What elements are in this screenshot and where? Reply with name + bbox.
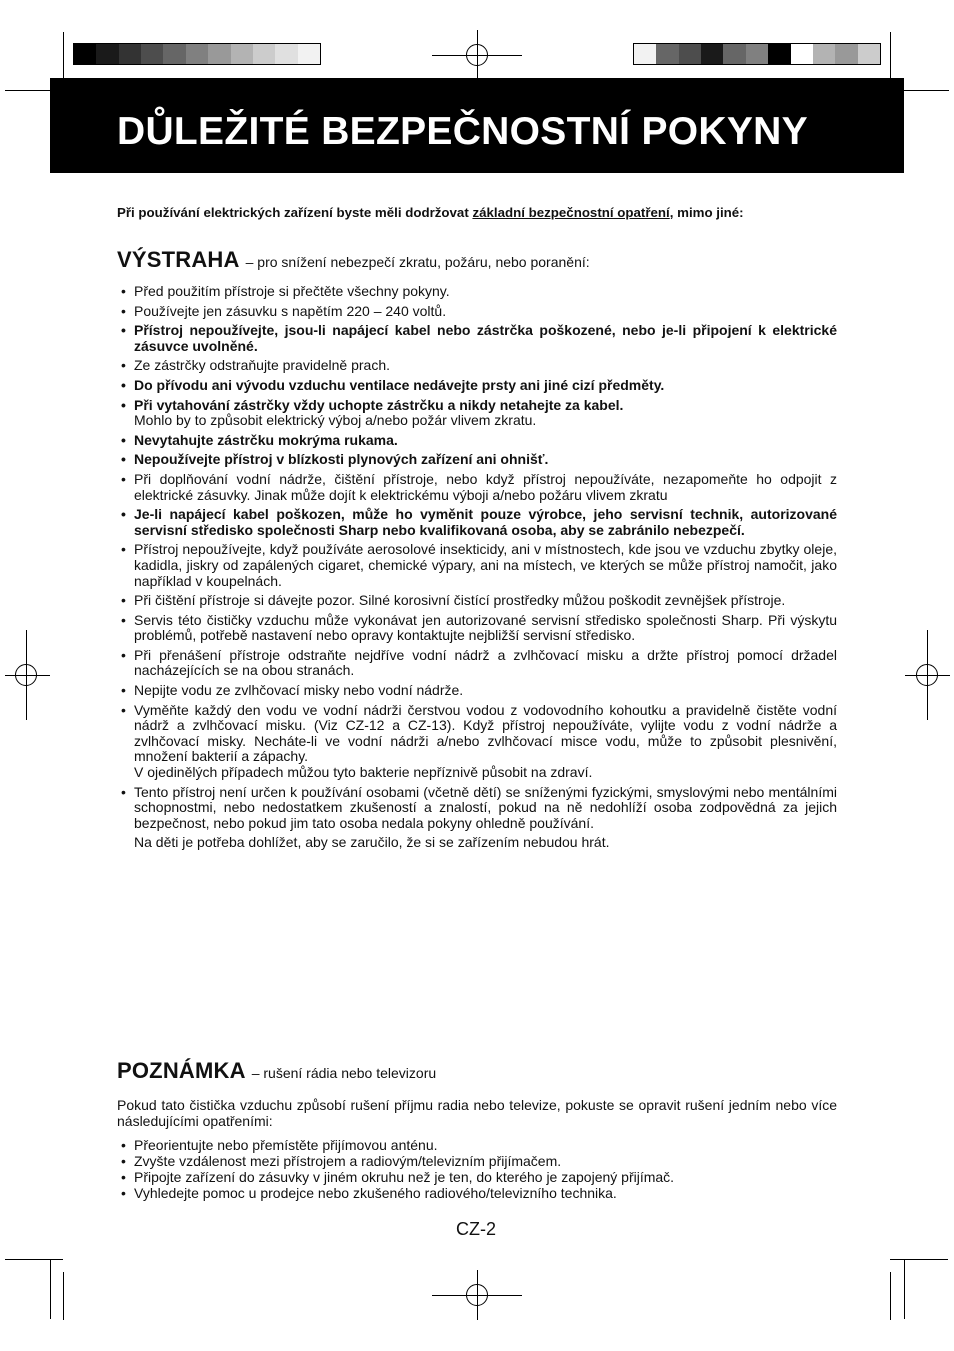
warning-heading-row <box>117 247 590 273</box>
color-swatch <box>858 44 880 64</box>
list-item: • Přístroj nepoužívejte, jsou-li napájecí kabel nebo zástrčka poškozené, nebo je-li připojení k elektrické zásuvce uvolněné. <box>117 323 837 354</box>
crop-mark-bottom-left-vert <box>50 1259 51 1319</box>
crop-mark-bottom-right-vert <box>904 1259 905 1319</box>
list-item: • Při čištění přístroje si dávejte pozor. Silné korosivní čistící prostředky můžou poškodit zevnějšek přístroje. <box>117 593 837 609</box>
color-swatch <box>119 44 141 64</box>
list-item: • Nevytahujte zástrčku mokrýma rukama. <box>117 433 837 449</box>
color-bar-right <box>633 43 881 65</box>
color-swatch <box>74 44 96 64</box>
crop-mark-top-right-h <box>904 90 949 91</box>
color-swatch <box>768 44 790 64</box>
note-paragraph: Pokud tato čistička vzduchu způsobí rušení příjmu radia nebo televize, pokuste se opravit rušení jedním nebo více následujícími opatřeními: <box>117 1097 837 1129</box>
intro-text <box>117 205 744 220</box>
list-item: • Servis této čističky vzduchu může vykonávat jen autorizované servisní středisko společnosti Sharp. Při výskytu problémů, potřebě nastavení nebo opravy kontaktujte nejbližší servisní středisko. <box>117 613 837 644</box>
crop-mark-top-left-h <box>5 90 50 91</box>
color-swatch <box>746 44 768 64</box>
crop-mark-bottom-left-v <box>63 1272 64 1320</box>
list-item: • Připojte zařízení do zásuvky v jiném okruhu než je ten, do kterého je zapojený přijímač. <box>117 1170 837 1186</box>
color-swatch <box>186 44 208 64</box>
note-subheading: – rušení rádia nebo televizoru <box>251 1065 437 1081</box>
color-swatch <box>791 44 813 64</box>
color-swatch <box>723 44 745 64</box>
color-swatch <box>813 44 835 64</box>
note-heading: POZNÁMKA <box>117 1058 246 1083</box>
list-item-note: Mohlo by to způsobit elektrický výboj a/nebo požár vlivem zkratu. <box>134 412 537 429</box>
list-item: • Při přenášení přístroje odstraňte nejdříve vodní nádrž a zvlhčovací misku a držte přístroj pomocí držadel nacházejících se na obou stranách. <box>117 648 837 679</box>
page-title: DŮLEŽITÉ BEZPEČNOSTNÍ POKYNY <box>117 110 808 153</box>
color-swatch <box>141 44 163 64</box>
color-bar-left <box>73 43 321 65</box>
list-item: • Nepoužívejte přístroj v blízkosti plynových zařízení ani ohnišť. <box>117 452 837 468</box>
list-item: • Používejte jen zásuvku s napětím 220 – 240 voltů. <box>117 304 837 320</box>
color-swatch <box>275 44 297 64</box>
crop-mark-bottom-left-h <box>5 1259 63 1260</box>
note-heading-row <box>117 1058 436 1084</box>
note-list <box>117 1138 837 1202</box>
color-swatch <box>298 44 320 64</box>
color-swatch <box>253 44 275 64</box>
color-swatch <box>231 44 253 64</box>
color-swatch <box>163 44 185 64</box>
color-swatch <box>835 44 857 64</box>
color-swatch <box>679 44 701 64</box>
color-swatch <box>656 44 678 64</box>
warning-heading: VÝSTRAHA <box>117 247 240 272</box>
list-item: • Před použitím přístroje si přečtěte všechny pokyny. <box>117 284 837 300</box>
list-item: • Do přívodu ani vývodu vzduchu ventilace nedávejte prsty ani jiné cizí předměty. <box>117 378 837 394</box>
crop-mark-bottom-right-v <box>890 1272 891 1320</box>
list-item: • Je-li napájecí kabel poškozen, může ho vyměnit pouze výrobce, jeho servisní technik, autorizované servisní středisko společnosti Sharp nebo kvalifikovaná osoba, aby se zabránilo nebezpečí. <box>117 507 837 538</box>
crop-mark-bottom-right-h <box>890 1259 948 1260</box>
warning-subheading: – pro snížení nebezpečí zkratu, požáru, nebo poranění: <box>245 254 590 270</box>
list-item: • Při doplňování vodní nádrže, čištění přístroje, nebo když přístroj nepoužíváte, nezapomeňte ho odpojit z elektrické zásuvky. Jinak může dojít k elektrickému výboji a/nebo požáru vlivem zkratu <box>117 472 837 503</box>
list-item: • Při vytahování zástrčky vždy uchopte zástrčku a nikdy netahejte za kabel. Mohlo by to způsobit elektrický výboj a/nebo požár vlivem zkratu. <box>117 398 837 429</box>
color-swatch <box>701 44 723 64</box>
list-item: • Přeorientujte nebo přemístěte přijímovou anténu. <box>117 1138 837 1154</box>
list-item: • Zvyšte vzdálenost mezi přístrojem a radiovým/televizním přijímačem. <box>117 1154 837 1170</box>
intro-before: Při používání elektrických zařízení byste měli dodržovat <box>117 205 473 220</box>
color-swatch <box>96 44 118 64</box>
list-item: • Ze zástrčky odstraňujte pravidelně prach. <box>117 358 837 374</box>
intro-underlined: základní bezpečnostní opatření <box>472 205 670 220</box>
intro-after: , mimo jiné: <box>669 205 744 220</box>
list-item: • Tento přístroj není určen k používání osobami (včetně dětí) se sníženými fyzickými, smyslovými nebo mentálními schopnostmi, nebo nedostatkem zkušeností a znalostí, pokud na ně nedohlíží osoba zodpovědná za jejich bezpečnost, nebo pokud jim tato osoba nedala pokyny ohledně používání. Na děti je potřeba dohlížet, aby se zaručilo, že si se zařízením nebudou hrát. <box>117 785 837 851</box>
list-item: • Přístroj nepoužívejte, když používáte aerosolové insekticidy, ani v místnostech, kde jsou ve vzduchu zbytky oleje, kadidla, jiskry od zapálených cigaret, chemické výpary, ani na místech, ve kterých se může přístroj namočit, jako například v koupelnách. <box>117 542 837 589</box>
list-item: • Vyhledejte pomoc u prodejce nebo zkušeného radiového/televizního technika. <box>117 1186 837 1202</box>
color-swatch <box>208 44 230 64</box>
title-banner <box>50 78 904 173</box>
list-item: • Vyměňte každý den vodu ve vodní nádrži čerstvou vodou z vodovodního kohoutku a pravidelně čistěte vodní nádrž a zvlhčovací misku. (Viz CZ-12 a CZ-13). Když přístroj nepoužíváte, vylijte vodu z vodní nádrže a zvlhčovací misky. Necháte-li ve vodní nádrži a/nebo zvlhčovací misce vodu, může to způsobit plesnivění, množení bakterií a zápachy. V ojedinělých případech můžou tyto bakterie nepříznivě působit na zdraví. <box>117 703 837 781</box>
color-swatch <box>634 44 656 64</box>
list-item-note: Na děti je potřeba dohlížet, aby se zaručilo, že si se zařízením nebudou hrát. <box>134 834 610 851</box>
list-item: • Nepijte vodu ze zvlhčovací misky nebo vodní nádrže. <box>117 683 837 699</box>
page-number: CZ-2 <box>456 1219 496 1239</box>
list-item-note: V ojedinělých případech můžou tyto bakterie nepříznivě působit na zdraví. <box>134 764 593 781</box>
warning-list <box>117 284 837 855</box>
